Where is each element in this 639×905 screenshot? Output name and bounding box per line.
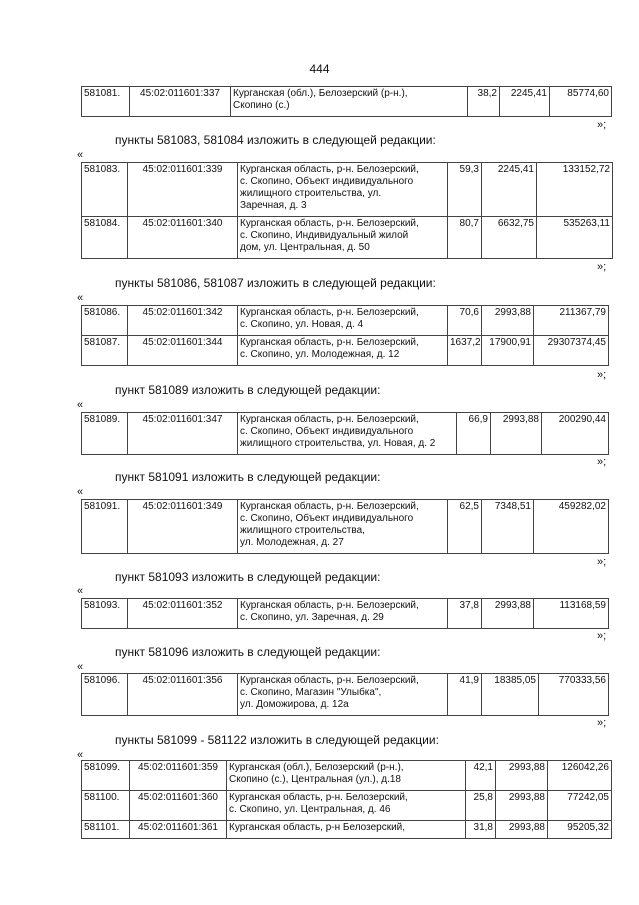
quote-close: »; bbox=[597, 369, 607, 381]
total: 535263,11 bbox=[537, 217, 613, 259]
table-row bbox=[82, 163, 613, 217]
total: 133152,72 bbox=[537, 163, 613, 217]
table-row bbox=[82, 217, 613, 259]
address: Курганская (обл.), Белозерский (р-н.), Скопино (с.) bbox=[231, 87, 468, 117]
total: 211367,79 bbox=[534, 306, 609, 336]
table-block-7 bbox=[81, 760, 612, 839]
area: 66,9 bbox=[457, 413, 491, 455]
price: 2245,41 bbox=[482, 163, 537, 217]
area: 31,8 bbox=[466, 821, 496, 839]
quote-open: « bbox=[77, 661, 84, 673]
instruction-text: пункт 581089 изложить в следующей редакции: bbox=[115, 383, 381, 397]
table-block-5 bbox=[81, 598, 609, 629]
table-block-6 bbox=[81, 673, 609, 716]
table-block-4 bbox=[81, 499, 609, 554]
row-id: 581081. bbox=[82, 87, 130, 117]
total: 77242,05 bbox=[548, 791, 612, 821]
quote-close: »; bbox=[597, 717, 607, 729]
row-id: 581096. bbox=[82, 674, 128, 716]
row-id: 581084. bbox=[82, 217, 128, 259]
quote-close: »; bbox=[597, 119, 607, 131]
total: 29307374,45 bbox=[534, 336, 609, 366]
address: Курганская область, р-н. Белозерский, с. Скопино, Объект индивидуального жилищного строительства, ул. Молодежная, д. 27 bbox=[238, 500, 448, 554]
table-block-0 bbox=[81, 86, 612, 117]
row-id: 581093. bbox=[82, 599, 128, 629]
area: 62,5 bbox=[448, 500, 482, 554]
price: 2993,88 bbox=[496, 791, 548, 821]
area: 38,2 bbox=[468, 87, 500, 117]
total: 95205,32 bbox=[548, 821, 612, 839]
price: 7348,51 bbox=[482, 500, 534, 554]
price: 17900,91 bbox=[482, 336, 534, 366]
area: 70,6 bbox=[448, 306, 482, 336]
row-id: 581101. bbox=[82, 821, 130, 839]
cadastral-number: 45:02:011601:339 bbox=[128, 163, 238, 217]
quote-close: »; bbox=[597, 630, 607, 642]
cadastral-number: 45:02:011601:352 bbox=[128, 599, 238, 629]
table-row bbox=[82, 674, 609, 716]
cadastral-number: 45:02:011601:361 bbox=[130, 821, 227, 839]
address: Курганская область, р-н. Белозерский, с. Скопино, Объект индивидуального жилищного строительства, ул. Заречная, д. 3 bbox=[238, 163, 448, 217]
cadastral-number: 45:02:011601:342 bbox=[128, 306, 238, 336]
table-row bbox=[82, 791, 612, 821]
cadastral-number: 45:02:011601:340 bbox=[128, 217, 238, 259]
table-row bbox=[82, 87, 612, 117]
price: 2993,88 bbox=[491, 413, 542, 455]
area: 59,3 bbox=[448, 163, 482, 217]
table-block-2 bbox=[81, 305, 609, 366]
table-block-1 bbox=[81, 162, 613, 259]
table-block-3 bbox=[81, 412, 609, 455]
cadastral-number: 45:02:011601:347 bbox=[128, 413, 238, 455]
table-row bbox=[82, 306, 609, 336]
quote-open: « bbox=[77, 486, 84, 498]
address: Курганская область, р-н. Белозерский, с. Скопино, Объект индивидуального жилищного строительства, ул. Новая, д. 2 bbox=[238, 413, 457, 455]
row-id: 581091. bbox=[82, 500, 128, 554]
table-row bbox=[82, 500, 609, 554]
instruction-text: пункт 581091 изложить в следующей редакции: bbox=[115, 470, 381, 484]
instruction-text: пункты 581099 - 581122 изложить в следующей редакции: bbox=[115, 733, 439, 747]
price: 2993,88 bbox=[482, 306, 534, 336]
quote-close: »; bbox=[597, 261, 607, 273]
table-row bbox=[82, 599, 609, 629]
instruction-text: пункт 581096 изложить в следующей редакции: bbox=[115, 645, 381, 659]
total: 459282,02 bbox=[534, 500, 609, 554]
row-id: 581086. bbox=[82, 306, 128, 336]
instruction-text: пункт 581093 изложить в следующей редакции: bbox=[115, 570, 381, 584]
quote-open: « bbox=[77, 585, 84, 597]
table-row bbox=[82, 821, 612, 839]
cadastral-number: 45:02:011601:337 bbox=[130, 87, 231, 117]
area: 80,7 bbox=[448, 217, 482, 259]
price: 6632,75 bbox=[482, 217, 537, 259]
area: 37,8 bbox=[448, 599, 482, 629]
address: Курганская область, р-н. Белозерский, с. Скопино, ул. Новая, д. 4 bbox=[238, 306, 448, 336]
total: 85774,60 bbox=[550, 87, 612, 117]
row-id: 581087. bbox=[82, 336, 128, 366]
instruction-text: пункты 581086, 581087 изложить в следующей редакции: bbox=[115, 276, 436, 290]
price: 18385,05 bbox=[482, 674, 539, 716]
row-id: 581099. bbox=[82, 761, 130, 791]
row-id: 581100. bbox=[82, 791, 130, 821]
price: 2993,88 bbox=[496, 821, 548, 839]
area: 25,8 bbox=[466, 791, 496, 821]
cadastral-number: 45:02:011601:344 bbox=[128, 336, 238, 366]
price: 2245,41 bbox=[500, 87, 550, 117]
table-row bbox=[82, 761, 612, 791]
cadastral-number: 45:02:011601:356 bbox=[128, 674, 238, 716]
address: Курганская область, р-н. Белозерский, с. Скопино, ул. Центральная, д. 46 bbox=[227, 791, 466, 821]
total: 113168,59 bbox=[534, 599, 609, 629]
row-id: 581089. bbox=[82, 413, 128, 455]
cadastral-number: 45:02:011601:360 bbox=[130, 791, 227, 821]
cadastral-number: 45:02:011601:359 bbox=[130, 761, 227, 791]
instruction-text: пункты 581083, 581084 изложить в следующей редакции: bbox=[115, 133, 436, 147]
quote-open: « bbox=[77, 149, 84, 161]
total: 770333,56 bbox=[539, 674, 609, 716]
area: 1637,2 bbox=[448, 336, 482, 366]
table-row bbox=[82, 336, 609, 366]
quote-close: »; bbox=[597, 556, 607, 568]
row-id: 581083. bbox=[82, 163, 128, 217]
price: 2993,88 bbox=[482, 599, 534, 629]
quote-open: « bbox=[77, 399, 84, 411]
total: 200290,44 bbox=[542, 413, 609, 455]
address: Курганская область, р-н Белозерский, bbox=[227, 821, 466, 839]
quote-open: « bbox=[77, 749, 84, 761]
address: Курганская область, р-н. Белозерский, с. Скопино, Индивидуальный жилой дом, ул. Центральная, д. 50 bbox=[238, 217, 448, 259]
address: Курганская область, р-н. Белозерский, с. Скопино, Магазин "Улыбка", ул. Доможирова, д. 12а bbox=[238, 674, 448, 716]
cadastral-number: 45:02:011601:349 bbox=[128, 500, 238, 554]
page-number: 444 bbox=[309, 62, 330, 76]
table-row bbox=[82, 413, 609, 455]
quote-open: « bbox=[77, 292, 84, 304]
price: 2993,88 bbox=[496, 761, 548, 791]
address: Курганская (обл.), Белозерский (р-н.), Скопино (с.), Центральная (ул.), д.18 bbox=[227, 761, 466, 791]
total: 126042,26 bbox=[548, 761, 612, 791]
area: 41,9 bbox=[448, 674, 482, 716]
address: Курганская область, р-н. Белозерский, с. Скопино, ул. Заречная, д. 29 bbox=[238, 599, 448, 629]
address: Курганская область, р-н. Белозерский, с. Скопино, ул. Молодежная, д. 12 bbox=[238, 336, 448, 366]
area: 42,1 bbox=[466, 761, 496, 791]
quote-close: »; bbox=[597, 456, 607, 468]
